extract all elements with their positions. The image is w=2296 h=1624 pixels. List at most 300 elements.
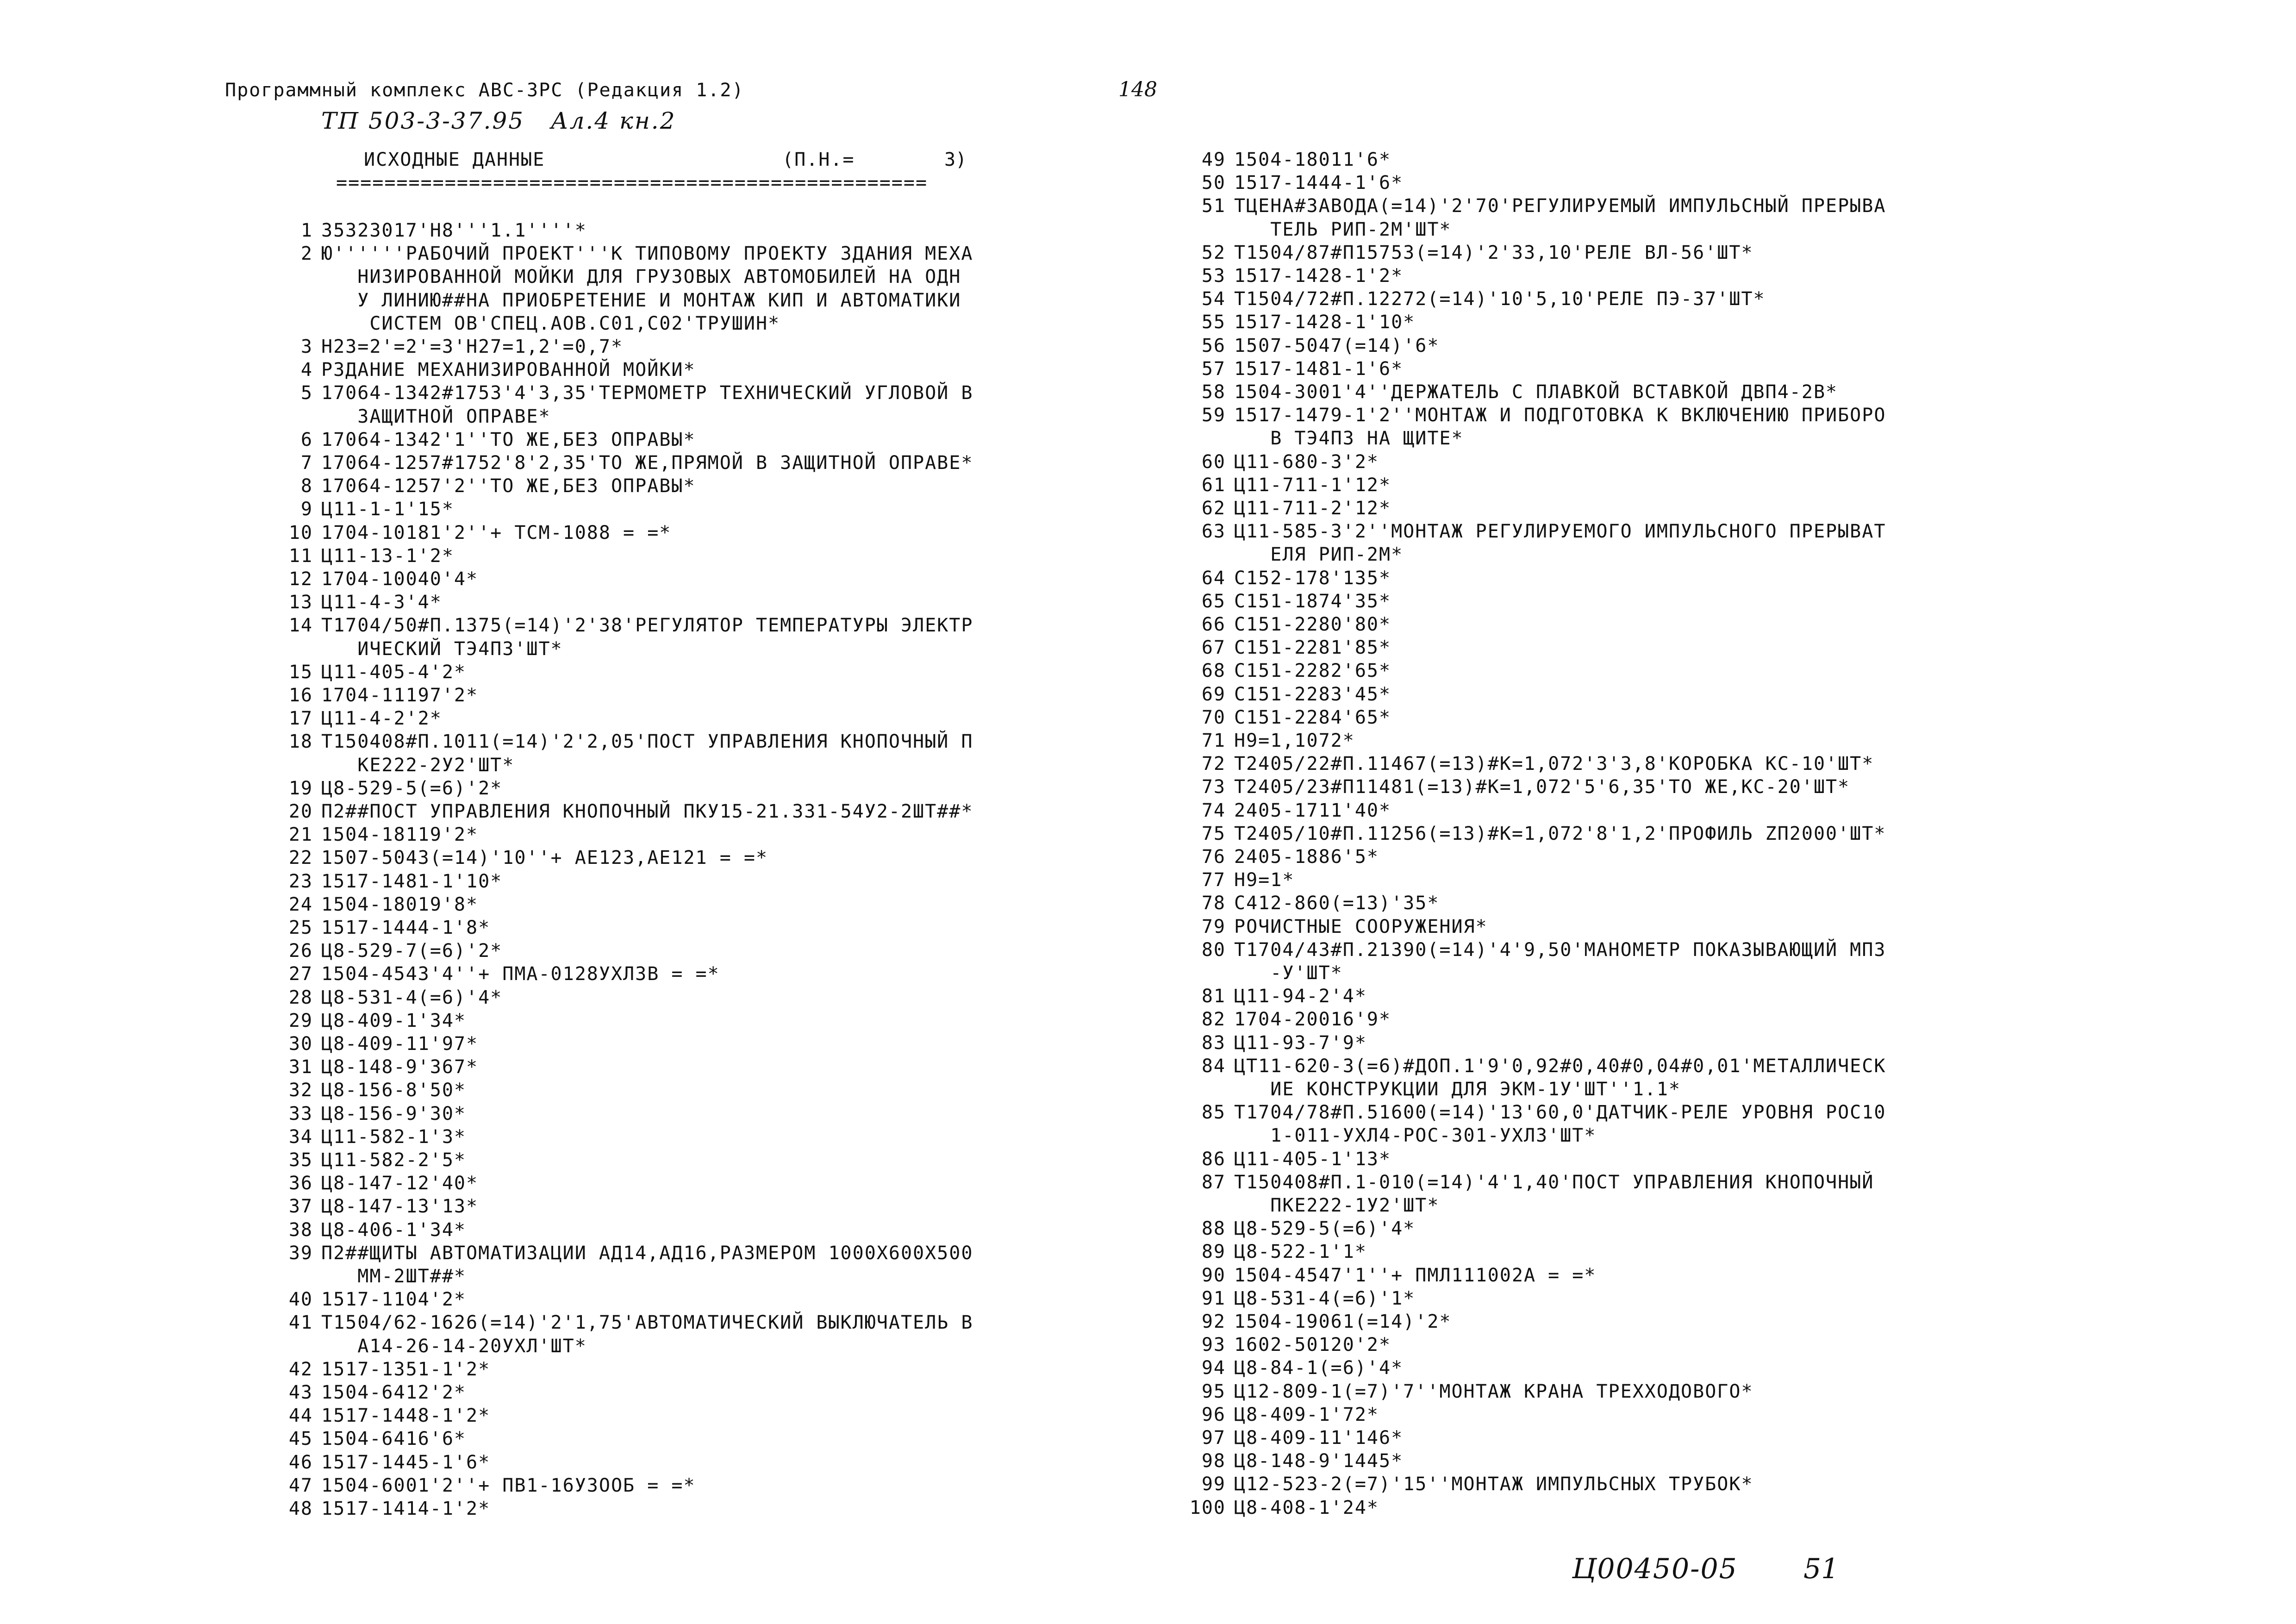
line-number: 93 [1201, 1334, 1226, 1356]
line-number: 8 [300, 475, 313, 497]
listing-line [257, 1010, 466, 1033]
line-text: 2405-1886'5* [1234, 846, 1379, 868]
page-number: 148 [1118, 78, 1157, 101]
listing-line [257, 824, 478, 847]
line-text: Н23=2'=2'=3'Н27=1,2'=0,7* [321, 336, 624, 357]
line-number: 55 [1201, 312, 1226, 333]
line-number: 77 [1201, 869, 1226, 891]
line-text: Ц11-680-3'2* [1234, 451, 1379, 473]
line-text: 1517-1104'2* [321, 1289, 466, 1311]
line-number: 4 [300, 359, 313, 381]
listing-line [1170, 1357, 1403, 1380]
line-text: Т1704/78#П.51600(=14)'13'60,0'ДАТЧИК-РЕЛЕ УРОВНЯ РОС10 [1234, 1102, 1886, 1124]
line-number: 25 [288, 917, 313, 938]
line-text: РЗДАНИЕ МЕХАНИЗИРОВАННОЙ МОЙКИ* [321, 359, 696, 381]
listing-line [257, 1475, 696, 1498]
listing-line [257, 1498, 490, 1521]
line-number: 86 [1201, 1148, 1226, 1170]
line-text: Ц11-405-1'13* [1234, 1148, 1391, 1170]
line-text: Ц11-13-1'2* [321, 545, 454, 567]
line-number: 48 [288, 1498, 313, 1519]
line-number: 6 [300, 429, 313, 450]
listing-line [257, 266, 961, 289]
line-number: 44 [288, 1405, 313, 1427]
line-text: Ц8-406-1'34* [321, 1219, 466, 1241]
listing-line [1170, 1079, 1681, 1102]
line-text: Ц8-409-11'97* [321, 1033, 479, 1055]
line-number: 53 [1201, 265, 1226, 287]
line-number: 33 [288, 1103, 313, 1124]
listing-line [1170, 544, 1403, 567]
listing-line [257, 336, 623, 359]
line-text: Т2405/22#П.11467(=13)#К=1,072'3'3,8'КОРОБКА КС-10'ШТ* [1234, 753, 1874, 775]
line-text: 17064-1342#1753'4'3,35'ТЕРМОМЕТР ТЕХНИЧЕСКИЙ УГЛОВОЙ В [321, 382, 973, 404]
line-text: С151-2282'65* [1234, 660, 1391, 682]
line-number: 96 [1201, 1404, 1226, 1425]
line-text: А14-26-14-20УХЛ'ШТ* [321, 1335, 587, 1357]
pn-label: (П.Н.= [782, 149, 855, 170]
line-number: 82 [1201, 1009, 1226, 1031]
line-number: 60 [1201, 451, 1226, 473]
line-number: 64 [1201, 567, 1226, 589]
line-number: 92 [1201, 1311, 1226, 1332]
line-text: РОЧИСТНЫЕ СООРУЖЕНИЯ* [1234, 916, 1488, 937]
line-number: 24 [288, 893, 313, 915]
listing-line [1170, 451, 1379, 475]
line-text: 1504-6416'6* [321, 1428, 466, 1450]
line-text: Ц11-94-2'4* [1234, 986, 1367, 1007]
listing-line [1170, 707, 1391, 730]
line-number: 26 [288, 940, 313, 962]
line-text: Ц12-809-1(=7)'7''МОНТАЖ КРАНА ТРЕХХОДОВОГО* [1234, 1380, 1753, 1402]
line-number: 74 [1201, 800, 1226, 821]
listing-line [1170, 475, 1391, 498]
listing-line [1170, 1125, 1596, 1148]
line-text: -У'ШТ* [1234, 962, 1343, 984]
line-text: Т1704/50#П.1375(=14)'2'38'РЕГУЛЯТОР ТЕМПЕРАТУРЫ ЭЛЕКТР [321, 615, 973, 637]
line-text: П2##ЩИТЫ АВТОМАТИЗАЦИИ АД14,АД16,РАЗМЕРОМ 1000Х600Х500 [321, 1242, 973, 1264]
line-number: 94 [1201, 1357, 1226, 1379]
listing-line [1170, 1334, 1391, 1357]
listing-line [257, 313, 780, 336]
line-text: Ц8-531-4(=6)'1* [1234, 1287, 1416, 1309]
listing-line [257, 778, 502, 801]
line-text: 1504-19061(=14)'2* [1234, 1311, 1452, 1332]
program-header: Программный комплекс АВС-3РС (Редакция 1.2) [225, 80, 744, 101]
separator-line: ================================================= [336, 172, 928, 194]
listing-line [1170, 869, 1294, 893]
line-text: Н9=1* [1234, 869, 1295, 891]
line-number: 49 [1201, 149, 1226, 170]
line-number: 42 [288, 1358, 313, 1380]
line-text: 1517-1428-1'10* [1234, 312, 1416, 333]
listing-line [1170, 916, 1488, 939]
section-title: ИСХОДНЫЕ ДАННЫЕ [364, 149, 545, 170]
line-text: Ц8-409-11'146* [1234, 1427, 1404, 1449]
listing-line [1170, 1497, 1379, 1520]
line-text: Т1504/62-1626(=14)'2'1,75'АВТОМАТИЧЕСКИЙ ВЫКЛЮЧАТЕЛЬ В [321, 1312, 973, 1334]
listing-line [257, 1336, 587, 1359]
listing-line [1170, 591, 1391, 614]
line-text: Ц11-711-1'12* [1234, 474, 1391, 496]
line-text: 1704-10040'4* [321, 568, 479, 590]
line-number: 10 [288, 522, 313, 543]
line-text: 1507-5047(=14)'6* [1234, 335, 1440, 356]
line-text: Ц8-84-1(=6)'4* [1234, 1357, 1404, 1379]
line-text: 1-011-УХЛ4-РОС-301-УХЛ3'ШТ* [1234, 1125, 1597, 1147]
line-text: ЦТ11-620-3(=6)#ДОП.1'9'0,92#0,40#0,04#0,01'МЕТАЛЛИЧЕСК [1234, 1055, 1886, 1077]
line-text: 1517-1444-1'6* [1234, 172, 1404, 194]
listing-line [1170, 1172, 1874, 1195]
listing-line [1170, 195, 1886, 219]
line-number: 89 [1201, 1241, 1226, 1263]
listing-line [257, 382, 973, 406]
line-text: ИЕ КОНСТРУКЦИИ ДЛЯ ЭКМ-1У'ШТ''1.1* [1234, 1079, 1681, 1100]
listing-line [257, 963, 720, 987]
line-number: 40 [288, 1289, 313, 1311]
line-text: 2405-1711'40* [1234, 800, 1391, 821]
listing-line [257, 1126, 466, 1149]
line-text: 1602-50120'2* [1234, 1334, 1391, 1356]
listing-line [1170, 1404, 1379, 1427]
line-number: 56 [1201, 335, 1226, 356]
line-text: 1504-3001'4''ДЕРЖАТЕЛЬ С ПЛАВКОЙ ВСТАВКОЙ ДВП4-2В* [1234, 381, 1838, 403]
line-number: 88 [1201, 1218, 1226, 1240]
line-text: 1517-1445-1'6* [321, 1451, 491, 1473]
line-text: С151-2281'85* [1234, 637, 1391, 659]
line-text: Ц11-585-3'2''МОНТАЖ РЕГУЛИРУЕМОГО ИМПУЛЬСНОГО ПРЕРЫВАТ [1234, 521, 1886, 543]
line-number: 84 [1201, 1055, 1226, 1077]
listing-line [257, 243, 973, 266]
line-text: 35323017'Н8'''1.1''''* [321, 220, 587, 241]
listing-line [1170, 823, 1886, 846]
listing-line [257, 1428, 466, 1451]
listing-line [257, 1266, 466, 1289]
listing-line [257, 220, 587, 243]
line-number: 72 [1201, 753, 1226, 775]
line-number: 71 [1201, 730, 1226, 751]
line-number: 30 [288, 1033, 313, 1055]
line-number: 80 [1201, 939, 1226, 961]
line-text: С152-178'135* [1234, 567, 1391, 589]
listing-line [257, 685, 478, 708]
line-number: 46 [288, 1451, 313, 1473]
line-number: 14 [288, 615, 313, 637]
line-text: 1704-10181'2''+ ТСМ-1088 = =* [321, 522, 672, 543]
listing-line [257, 359, 696, 382]
line-text: Н9=1,1072* [1234, 730, 1355, 751]
pn-value: 3) [944, 149, 967, 170]
line-text: 1504-18019'8* [321, 893, 479, 915]
line-number: 90 [1201, 1264, 1226, 1286]
line-number: 38 [288, 1219, 313, 1241]
line-number: 79 [1201, 916, 1226, 937]
listing-line [1170, 660, 1391, 683]
line-text: 1517-1414-1'2* [321, 1498, 491, 1519]
listing-line [257, 1149, 466, 1173]
line-text: 1517-1351-1'2* [321, 1358, 491, 1380]
line-number: 54 [1201, 288, 1226, 310]
line-number: 62 [1201, 498, 1226, 519]
line-text: У ЛИНИЮ##НА ПРИОБРЕТЕНИЕ И МОНТАЖ КИП И АВТОМАТИКИ [321, 289, 961, 311]
line-text: Ц12-523-2(=7)'15''МОНТАЖ ИМПУЛЬСНЫХ ТРУБОК* [1234, 1474, 1753, 1495]
listing-line [1170, 846, 1379, 869]
line-text: 1517-1428-1'2* [1234, 265, 1404, 287]
line-text: С151-2284'65* [1234, 706, 1391, 728]
line-number: 50 [1201, 172, 1226, 194]
line-number: 11 [288, 545, 313, 567]
line-text: Ц8-148-9'367* [321, 1056, 479, 1078]
line-text: 1504-4543'4''+ ПМА-0128УХЛ3В = =* [321, 963, 720, 985]
listing-line [1170, 312, 1415, 335]
line-number: 70 [1201, 706, 1226, 728]
listing-line [1170, 1102, 1886, 1125]
stamp-page-number: 51 [1803, 1553, 1839, 1585]
line-number: 29 [288, 1010, 313, 1031]
listing-line [1170, 265, 1403, 288]
line-text: 17064-1257#1752'8'2,35'ТО ЖЕ,ПРЯМОЙ В ЗАЩИТНОЙ ОПРАВЕ* [321, 452, 973, 474]
line-number: 73 [1201, 776, 1226, 798]
listing-line [1170, 730, 1355, 753]
line-text: Ц8-147-12'40* [321, 1173, 479, 1194]
listing-line [257, 1196, 478, 1219]
line-number: 35 [288, 1149, 313, 1171]
line-text: ТЕЛЬ РИП-2М'ШТ* [1234, 219, 1452, 240]
line-number: 83 [1201, 1032, 1226, 1054]
line-text: НИЗИРОВАННОЙ МОЙКИ ДЛЯ ГРУЗОВЫХ АВТОМОБИЛЕЙ НА ОДН [321, 266, 961, 288]
listing-line [257, 755, 514, 778]
line-number: 61 [1201, 474, 1226, 496]
listing-line [1170, 219, 1451, 242]
listing-line [257, 940, 502, 963]
line-text: ИЧЕСКИЙ ТЭ4П3'ШТ* [321, 638, 563, 660]
line-number: 95 [1201, 1380, 1226, 1402]
line-number: 65 [1201, 590, 1226, 612]
listing-line [257, 499, 454, 522]
line-number: 16 [288, 685, 313, 706]
listing-line [1170, 1218, 1415, 1241]
listing-line [1170, 498, 1391, 521]
listing-line [257, 1243, 973, 1266]
line-text: Ц11-93-7'9* [1234, 1032, 1367, 1054]
line-number: 59 [1201, 405, 1226, 426]
line-text: 1517-1448-1'2* [321, 1405, 491, 1427]
line-text: 1504-6001'2''+ ПВ1-16У3ООБ = =* [321, 1474, 696, 1496]
listing-line [1170, 962, 1343, 986]
line-text: Ц11-405-4'2* [321, 661, 466, 683]
listing-line [1170, 1195, 1439, 1218]
line-text: Ц11-582-2'5* [321, 1149, 466, 1171]
line-text: Ц8-522-1'1* [1234, 1241, 1367, 1263]
line-number: 97 [1201, 1427, 1226, 1449]
listing-line [257, 708, 442, 731]
handwritten-reference: ТП 503-3-37.95 Ал.4 кн.2 [321, 107, 676, 134]
listing-line [1170, 172, 1403, 195]
line-number: 58 [1201, 381, 1226, 403]
listing-line [257, 917, 490, 940]
line-number: 99 [1201, 1474, 1226, 1495]
listing-line [257, 452, 973, 475]
line-number: 22 [288, 847, 313, 869]
line-text: С412-860(=13)'35* [1234, 893, 1440, 914]
listing-line [257, 406, 551, 429]
line-text: 1507-5043(=14)'10''+ АЕ123,АЕ121 = =* [321, 847, 768, 869]
line-number: 87 [1201, 1171, 1226, 1193]
line-number: 100 [1189, 1497, 1226, 1518]
line-text: Ц11-4-2'2* [321, 708, 442, 730]
listing-line [257, 545, 454, 568]
listing-line [1170, 1450, 1403, 1474]
line-number: 78 [1201, 893, 1226, 914]
line-text: Т150408#П.1011(=14)'2'2,05'ПОСТ УПРАВЛЕНИЯ КНОПОЧНЫЙ П [321, 731, 973, 753]
line-number: 81 [1201, 986, 1226, 1007]
line-number: 18 [288, 731, 313, 753]
line-number: 43 [288, 1382, 313, 1403]
line-number: 28 [288, 987, 313, 1008]
line-text: 1504-18011'6* [1234, 149, 1391, 170]
line-text: Т2405/10#П.11256(=13)#К=1,072'8'1,2'ПРОФИЛЬ ZП2000'ШТ* [1234, 823, 1886, 844]
listing-line [257, 662, 466, 685]
listing-line [1170, 893, 1439, 916]
line-text: ЕЛЯ РИП-2М* [1234, 544, 1404, 566]
line-text: Ю''''''РАБОЧИЙ ПРОЕКТ'''К ТИПОВОМУ ПРОЕКТУ ЗДАНИЯ МЕХА [321, 243, 973, 265]
line-text: 1504-18119'2* [321, 824, 479, 846]
line-number: 12 [288, 568, 313, 590]
listing-line [1170, 335, 1439, 358]
line-text: Т1504/87#П15753(=14)'2'33,10'РЕЛЕ ВЛ-56'ШТ* [1234, 242, 1753, 263]
line-text: 1504-4547'1''+ ПМЛ111002А = =* [1234, 1264, 1597, 1286]
line-number: 15 [288, 661, 313, 683]
line-text: ТЦЕНА#ЗАВОДА(=14)'2'70'РЕГУЛИРУЕМЫЙ ИМПУЛЬСНЫЙ ПРЕРЫВА [1234, 195, 1886, 217]
listing-line [1170, 358, 1403, 381]
line-text: Ц11-4-3'4* [321, 592, 442, 613]
line-number: 91 [1201, 1287, 1226, 1309]
line-number: 34 [288, 1126, 313, 1148]
listing-line [257, 801, 973, 824]
listing-line [257, 1405, 490, 1428]
line-text: Ц8-409-1'72* [1234, 1404, 1379, 1425]
line-number: 98 [1201, 1450, 1226, 1472]
line-number: 2 [300, 243, 313, 265]
line-text: 17064-1257'2''ТО ЖЕ,БЕЗ ОПРАВЫ* [321, 475, 696, 497]
line-text: 1517-1481-1'6* [1234, 358, 1404, 380]
listing-line [1170, 1241, 1367, 1264]
line-number: 66 [1201, 614, 1226, 635]
listing-line [1170, 1032, 1367, 1056]
listing-line [1170, 614, 1391, 637]
line-number: 9 [300, 499, 313, 520]
line-number: 47 [288, 1474, 313, 1496]
line-text: Ц8-529-7(=6)'2* [321, 940, 503, 962]
line-number: 63 [1201, 521, 1226, 543]
line-number: 17 [288, 708, 313, 730]
listing-line [257, 475, 696, 499]
listing-line [1170, 288, 1766, 312]
listing-line [257, 1312, 973, 1335]
listing-line [257, 987, 502, 1010]
listing-line [257, 847, 768, 870]
line-text: 1704-11197'2* [321, 685, 479, 706]
line-text: Ц11-711-2'12* [1234, 498, 1391, 519]
listing-line [1170, 637, 1391, 660]
listing-line [257, 1382, 466, 1405]
listing-line [257, 894, 478, 917]
line-number: 57 [1201, 358, 1226, 380]
listing-line [257, 1173, 478, 1196]
listing-line [1170, 776, 1850, 800]
line-text: Ц8-147-13'13* [321, 1196, 479, 1218]
line-text: 1517-1444-1'8* [321, 917, 491, 938]
listing-line [1170, 1427, 1403, 1450]
line-text: Т150408#П.1-010(=14)'4'1,40'ПОСТ УПРАВЛЕНИЯ КНОПОЧНЫЙ [1234, 1171, 1874, 1193]
line-text: Т1704/43#П.21390(=14)'4'9,50'МАНОМЕТР ПОКАЗЫВАЮЩИЙ МП3 [1234, 939, 1886, 961]
listing-line [1170, 1056, 1886, 1079]
listing-line [1170, 1474, 1753, 1497]
line-number: 3 [300, 336, 313, 357]
listing-line [257, 568, 478, 592]
line-number: 39 [288, 1242, 313, 1264]
line-text: Ц11-582-1'3* [321, 1126, 466, 1148]
line-number: 76 [1201, 846, 1226, 868]
listing-line [257, 1289, 466, 1312]
line-text: 1517-1481-1'10* [321, 870, 503, 892]
listing-line [1170, 405, 1886, 428]
line-text: Ц8-409-1'34* [321, 1010, 466, 1031]
line-number: 85 [1201, 1102, 1226, 1124]
listing-line [257, 522, 671, 545]
line-number: 75 [1201, 823, 1226, 844]
line-text: ПКЕ222-1У2'ШТ* [1234, 1195, 1440, 1216]
line-number: 51 [1201, 195, 1226, 217]
listing-line [257, 1056, 478, 1080]
line-text: Ц8-156-8'50* [321, 1080, 466, 1101]
line-text: Ц8-148-9'1445* [1234, 1450, 1404, 1472]
listing-line [1170, 149, 1391, 172]
archive-stamp: Ц00450-05 [1572, 1553, 1738, 1585]
line-number: 20 [288, 801, 313, 822]
listing-line [257, 1452, 490, 1475]
line-text: Ц8-531-4(=6)'4* [321, 987, 503, 1008]
listing-line [1170, 1311, 1451, 1334]
listing-line [1170, 986, 1367, 1009]
line-number: 36 [288, 1173, 313, 1194]
line-number: 37 [288, 1196, 313, 1218]
listing-line [257, 1103, 466, 1126]
listing-line [257, 871, 502, 894]
line-text: Ц8-156-9'30* [321, 1103, 466, 1124]
line-text: КЕ222-2У2'ШТ* [321, 754, 515, 776]
listing-line [1170, 1288, 1415, 1311]
line-text: Ц8-529-5(=6)'4* [1234, 1218, 1416, 1240]
listing-line [257, 615, 973, 638]
listing-line [1170, 568, 1391, 591]
line-number: 1 [300, 220, 313, 241]
listing-line [1170, 684, 1391, 707]
listing-line [257, 1080, 466, 1103]
line-number: 13 [288, 592, 313, 613]
line-number: 45 [288, 1428, 313, 1450]
line-number: 69 [1201, 683, 1226, 705]
line-number: 7 [300, 452, 313, 474]
line-number: 19 [288, 777, 313, 799]
line-text: Т1504/72#П.12272(=14)'10'5,10'РЕЛЕ ПЭ-37'ШТ* [1234, 288, 1766, 310]
listing-line [1170, 1149, 1391, 1172]
line-text: С151-2280'80* [1234, 614, 1391, 635]
line-number: 67 [1201, 637, 1226, 659]
line-number: 52 [1201, 242, 1226, 263]
listing-line [257, 290, 961, 313]
line-text: СИСТЕМ ОВ'СПЕЦ.АОВ.С01,С02'ТРУШИН* [321, 312, 780, 334]
